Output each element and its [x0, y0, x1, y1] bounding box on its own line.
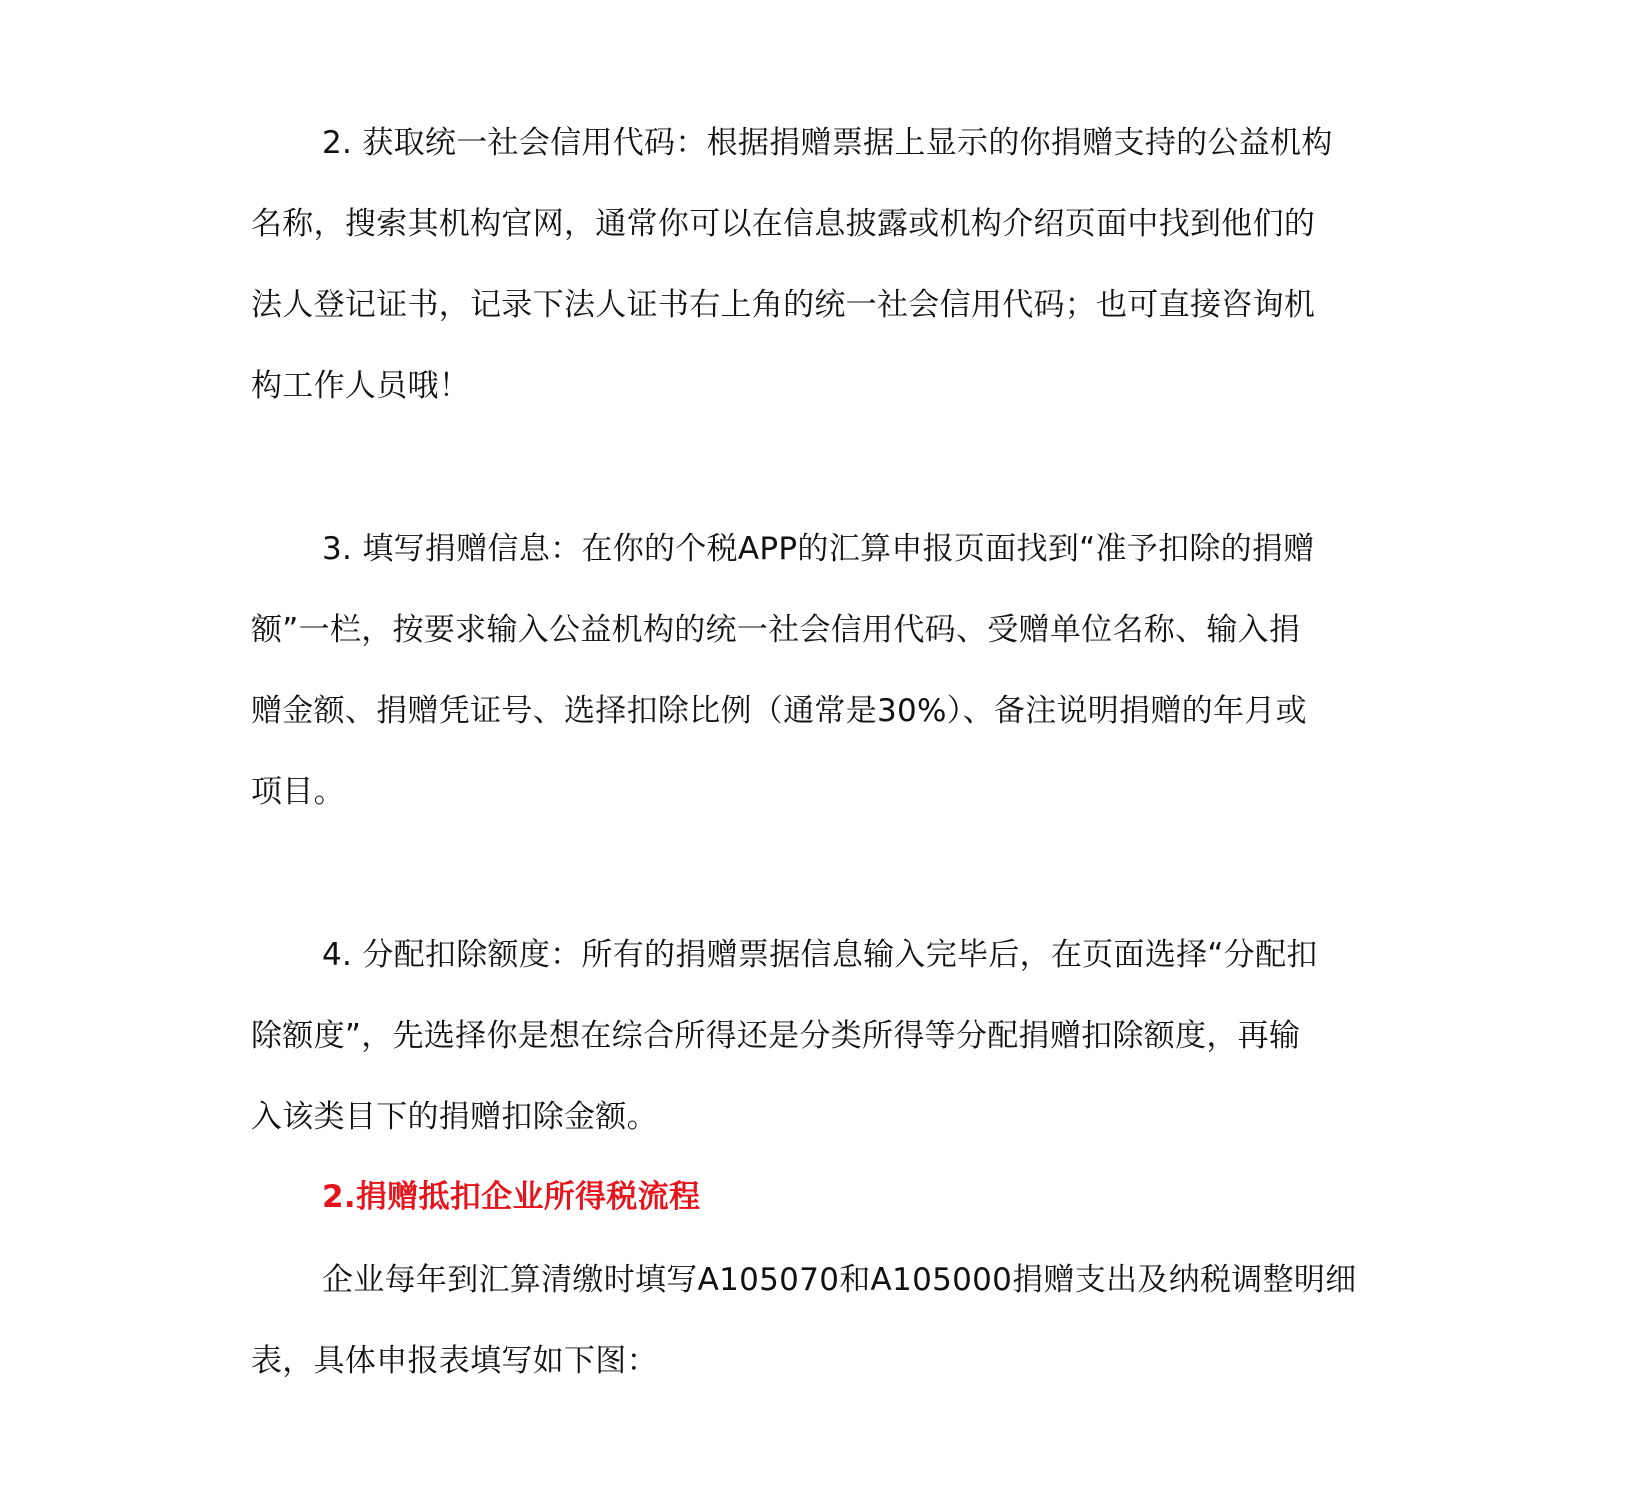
section-heading: 2.捐赠抵扣企业所得税流程: [322, 1179, 701, 1215]
paragraph-line: 企业每年到汇算清缴时填写A105070和A105000捐赠支出及纳税调整明细: [322, 1262, 1357, 1298]
paragraph-line: 项目。: [251, 774, 345, 810]
paragraph-line: 构工作人员哦！: [251, 368, 471, 404]
paragraph-line: 除额度”，先选择你是想在综合所得还是分类所得等分配捐赠扣除额度，再输: [251, 1018, 1301, 1054]
paragraph-line: 4. 分配扣除额度：所有的捐赠票据信息输入完毕后，在页面选择“分配扣: [322, 937, 1318, 973]
paragraph-line: 入该类目下的捐赠扣除金额。: [251, 1099, 658, 1135]
paragraph-line: 名称，搜索其机构官网，通常你可以在信息披露或机构介绍页面中找到他们的: [251, 206, 1316, 242]
paragraph-line: 额”一栏，按要求输入公益机构的统一社会信用代码、受赠单位名称、输入捐: [251, 612, 1301, 648]
paragraph-line: 法人登记证书，记录下法人证书右上角的统一社会信用代码；也可直接咨询机: [251, 287, 1316, 323]
paragraph-line: 2. 获取统一社会信用代码：根据捐赠票据上显示的你捐赠支持的公益机构: [322, 125, 1333, 161]
paragraph-line: 赠金额、捐赠凭证号、选择扣除比例（通常是30%）、备注说明捐赠的年月或: [251, 693, 1307, 729]
paragraph-line: 3. 填写捐赠信息：在你的个税APP的汇算申报页面找到“准予扣除的捐赠: [322, 531, 1315, 567]
paragraph-line: 表，具体申报表填写如下图：: [251, 1343, 658, 1379]
